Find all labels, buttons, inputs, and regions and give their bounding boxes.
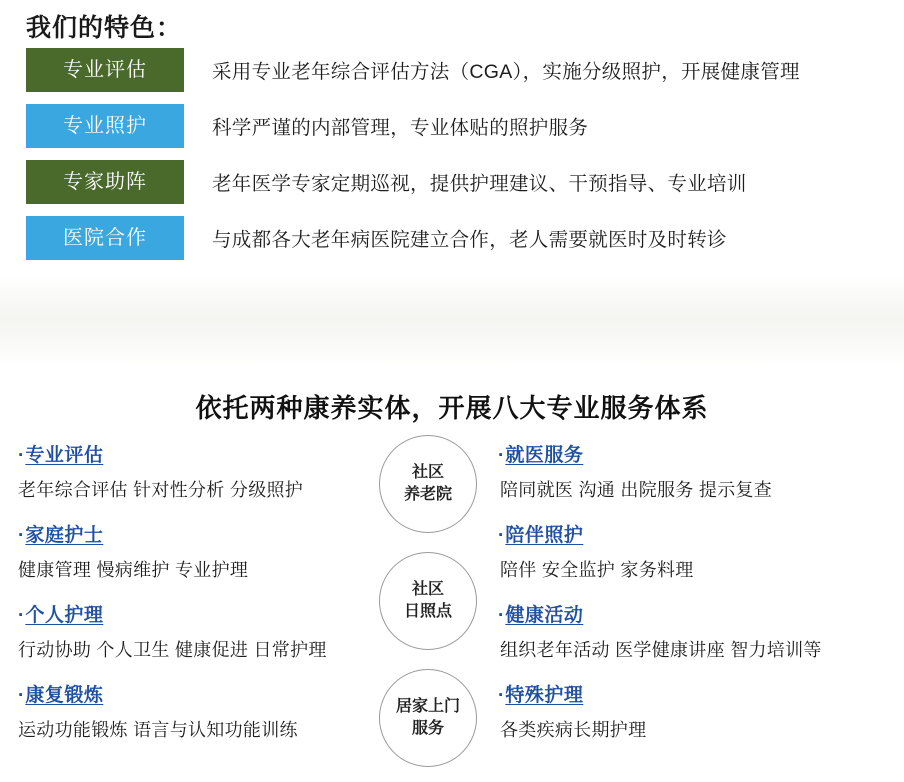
feature-row — [26, 160, 876, 204]
service-heading: 陪伴照护 — [505, 525, 584, 546]
feature-text: 与成都各大老年病医院建立合作，老人需要就医时及时转诊 — [212, 229, 727, 251]
service-item — [498, 520, 858, 582]
circle-community-day-care — [379, 552, 477, 650]
service-description: 健康管理 慢病维护 专业护理 — [18, 560, 249, 580]
bullet-icon: · — [498, 685, 505, 706]
services-left-column — [18, 440, 378, 760]
services-section — [0, 365, 904, 782]
service-item — [18, 680, 378, 742]
service-description: 陪伴 安全监护 家务料理 — [500, 560, 694, 580]
bullet-icon: · — [18, 605, 25, 626]
bullet-icon: · — [498, 445, 505, 466]
bullet-icon: · — [18, 685, 25, 706]
feature-tag: 专业照护 — [26, 104, 184, 148]
feature-text: 科学严谨的内部管理，专业体贴的照护服务 — [212, 117, 589, 139]
service-description: 行动协助 个人卫生 健康促进 日常护理 — [18, 640, 327, 660]
service-heading: 专业评估 — [25, 445, 104, 466]
circle-line-1: 社区 — [411, 464, 444, 482]
service-description: 各类疾病长期护理 — [500, 720, 647, 740]
feature-row — [26, 48, 876, 92]
service-heading: 个人护理 — [25, 605, 104, 626]
feature-row — [26, 104, 876, 148]
feature-tag: 医院合作 — [26, 216, 184, 260]
service-heading: 特殊护理 — [505, 685, 584, 706]
feature-row — [26, 216, 876, 260]
features-title: 我们的特色： — [26, 14, 183, 42]
bullet-icon: · — [18, 525, 25, 546]
features-section — [0, 0, 904, 300]
service-item — [498, 600, 858, 662]
feature-tag: 专家助阵 — [26, 160, 184, 204]
service-heading: 健康活动 — [505, 605, 584, 626]
circle-home-visit-service — [379, 669, 477, 767]
circle-community-nursing-home — [379, 435, 477, 533]
feature-text: 采用专业老年综合评估方法（CGA），实施分级照护，开展健康管理 — [212, 61, 800, 83]
bullet-icon: · — [498, 605, 505, 626]
service-item — [18, 520, 378, 582]
service-heading: 家庭护士 — [25, 525, 104, 546]
service-description: 运动功能锻炼 语言与认知功能训练 — [18, 720, 298, 740]
service-heading: 就医服务 — [505, 445, 584, 466]
feature-tag: 专业评估 — [26, 48, 184, 92]
service-item — [498, 680, 858, 742]
service-item — [18, 600, 378, 662]
service-description: 陪同就医 沟通 出院服务 提示复查 — [500, 480, 773, 500]
feature-text: 老年医学专家定期巡视，提供护理建议、干预指导、专业培训 — [212, 173, 747, 195]
bullet-icon: · — [498, 525, 505, 546]
bullet-icon: · — [18, 445, 25, 466]
circle-line-2: 养老院 — [403, 486, 452, 503]
services-right-column — [498, 440, 858, 760]
services-title: 依托两种康养实体，开展八大专业服务体系 — [195, 393, 709, 423]
section-divider-band — [0, 275, 904, 370]
circle-line-1: 社区 — [411, 581, 444, 599]
circle-line-1: 居家上门 — [395, 698, 460, 716]
service-description: 老年综合评估 针对性分析 分级照护 — [18, 480, 304, 500]
circle-line-2: 服务 — [411, 720, 444, 737]
service-heading: 康复锻炼 — [25, 685, 104, 706]
service-item — [498, 440, 858, 502]
service-item — [18, 440, 378, 502]
circle-line-2: 日照点 — [403, 603, 452, 620]
service-description: 组织老年活动 医学健康讲座 智力培训等 — [500, 640, 822, 660]
